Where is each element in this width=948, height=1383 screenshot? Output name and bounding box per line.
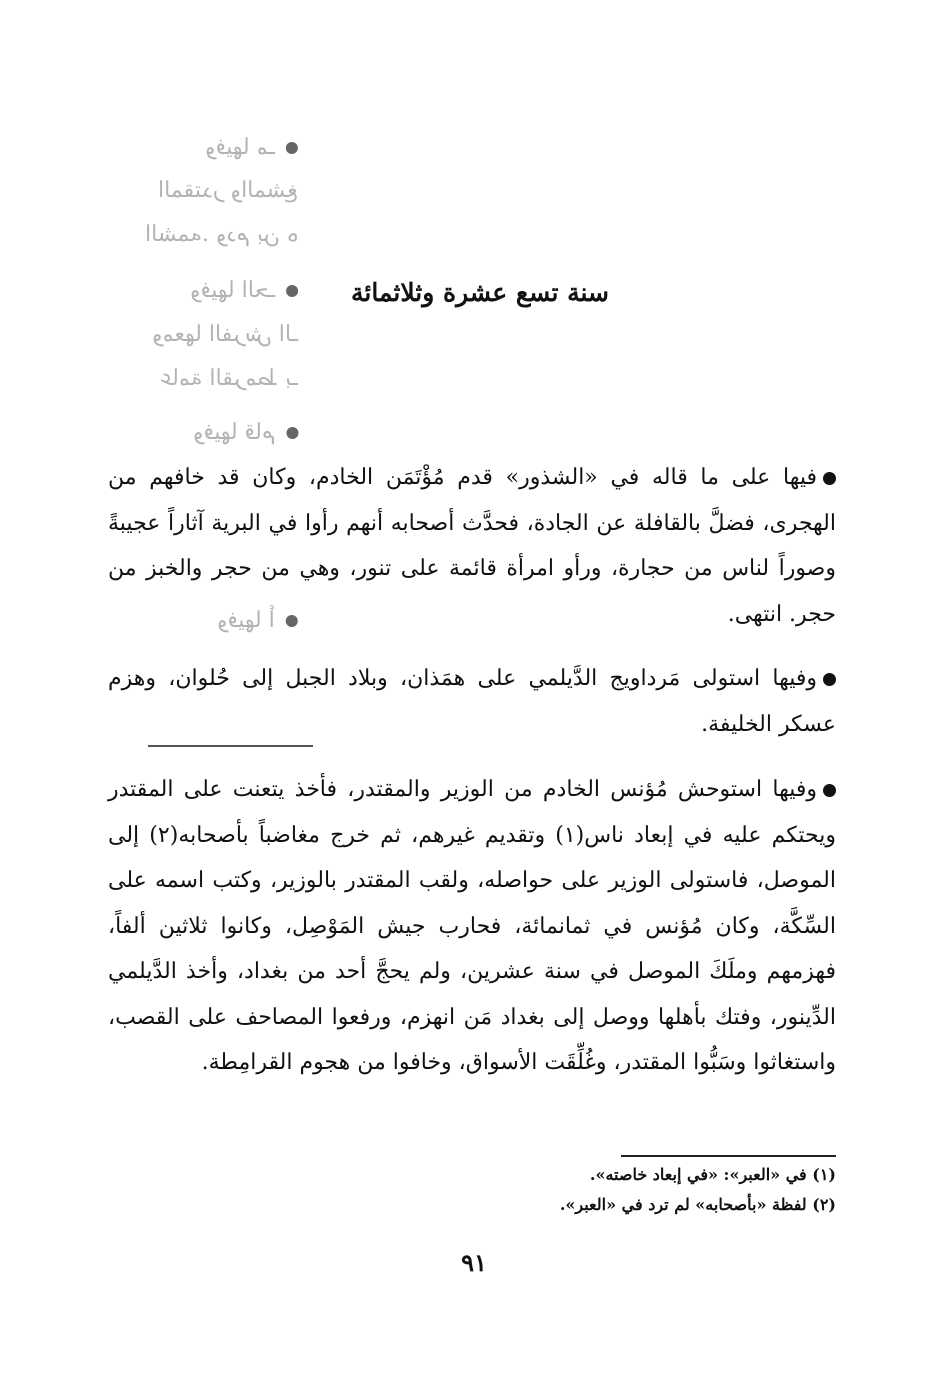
footnote-1: (١) في «العبر»: «في إبعاد خاصته». — [589, 1165, 836, 1184]
bullet-icon — [823, 472, 836, 485]
bleed-through-text: وفيها الحـ — [190, 278, 298, 303]
paragraph-text: وفيها استولى مَرداويج الدَّيلمي على همَذان، وبلاد الجبل إلى حُلوان، وهزم عسكر الخليفة. — [108, 666, 836, 737]
bleed-through-text: عامة القرمط بـ — [159, 366, 298, 391]
bleed-through-text: وفيها أ — [217, 608, 298, 633]
footnote-2: (٢) لفظة «بأصحابه» لم ترد في «العبر». — [559, 1195, 836, 1214]
page-number: ٩١ — [461, 1248, 487, 1277]
bleed-through-text: الشمه. ودم بن ه — [144, 222, 298, 247]
paragraph-text: فيها على ما قاله في «الشذور» قدم مُؤْتَمَن الخادم، وكان قد خافهم من الهجرى، فضلَّ بالقافلة عن الجادة، فحدَّث أصحابه أنهم رأوا في البرية آثاراً عجيبةً وصوراً لناس من حجارة، ورأو امرأة قائمة على تنور، وهي من حجر والخبز من حجر. انتهى. — [108, 465, 836, 627]
paragraph-text: وفيها استوحش مُؤنس الخادم من الوزير والمقتدر، فأخذ يتعنت على المقتدر ويحتكم عليه في إبعاد ناس(١) وتقديم غيرهم، ثم خرج مغاضباً بأصحابه(٢) إلى الموصل، فاستولى الوزير على حواصله، ولقب المقتدر بالوزير، وكتب اسمه على السِّكَّة، وكان مُؤنس في ثمانمائة، فحارب جيش المَوْصِل، وكانوا ثلاثين ألفاً، فهزمهم وملَكَ الموصل في سنة عشرين، ولم يحجَّ أحد من بغداد، وأخذ الدَّيلمي الدِّينور، وفتك بأهلها ووصل إلى بغداد مَن انهزم، ورفعوا المصاحف على القصب، واستغاثوا وسَبُّوا المقتدر، وغُلِّقَت الأسواق، وخافوا من هجوم القرامِطة. — [108, 777, 837, 1075]
paragraph-3 — [108, 767, 836, 1086]
bullet-icon — [823, 673, 836, 686]
bleed-through-text: المقتدر والمشغ — [158, 178, 298, 203]
bleed-through-text: وفيها مـ — [205, 135, 298, 160]
chapter-title: سنة تسع عشرة وثلاثمائة — [350, 278, 610, 307]
paragraph-2 — [108, 656, 836, 747]
bleed-through-text: وفيها قام — [193, 420, 298, 445]
bleed-through-rule — [148, 745, 313, 747]
paragraph-1 — [108, 455, 836, 637]
bullet-icon — [823, 784, 836, 797]
footnotes — [336, 1160, 836, 1220]
footnote-separator — [621, 1155, 836, 1157]
bleed-through-text: ومعها الفرش الـ — [151, 322, 298, 347]
